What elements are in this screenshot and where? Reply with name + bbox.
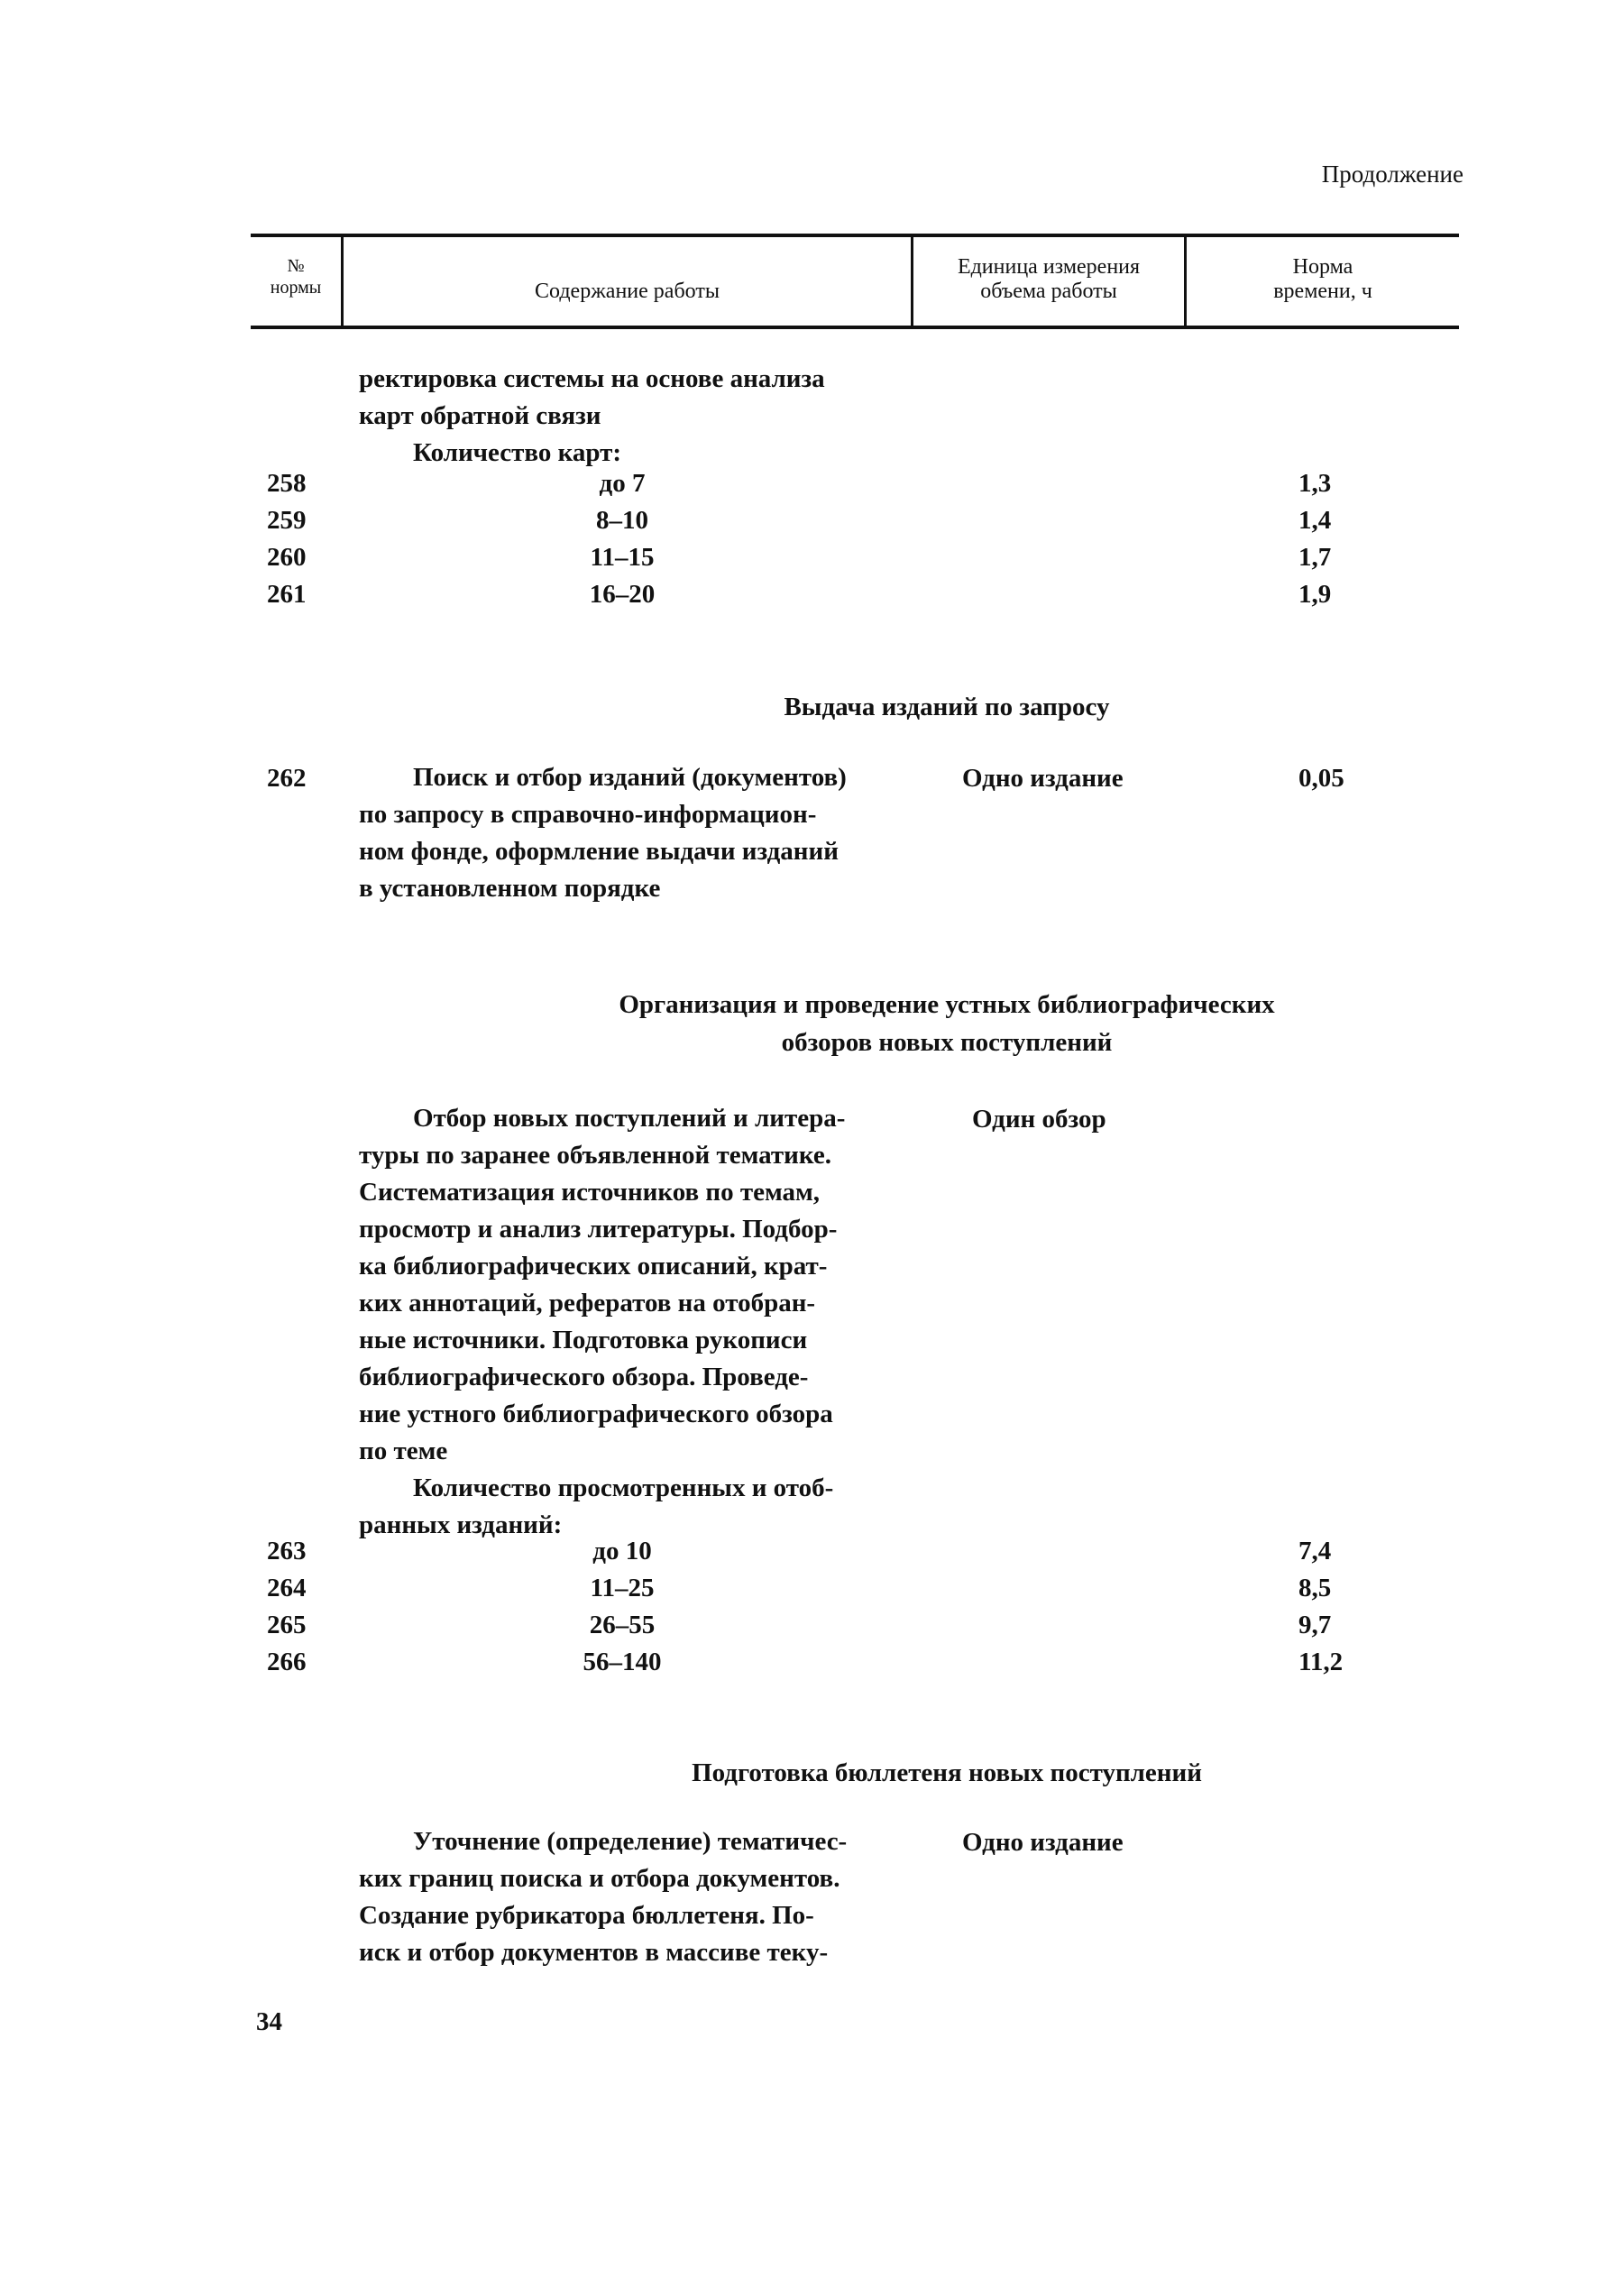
section4-text-line: Уточнение (определение) тематичес- xyxy=(413,1827,848,1856)
row-number: 258 xyxy=(267,469,307,498)
row-range: 11–25 xyxy=(590,1574,655,1602)
section2-text-line: по запросу в справочно-информацион- xyxy=(359,800,817,829)
section3-text-line: ные источники. Подготовка рукописи xyxy=(359,1326,808,1354)
row-number: 266 xyxy=(267,1648,307,1676)
section-title-line: обзоров новых поступлений xyxy=(781,1028,1113,1057)
header-bottom-rule xyxy=(251,326,1459,329)
unit-cell: Одно издание xyxy=(962,1828,1124,1857)
section3-count-label: Количество просмотренных и отоб- xyxy=(413,1474,834,1502)
row-number: 260 xyxy=(267,543,307,572)
column-header-unit-line1: Единица измерения xyxy=(957,255,1141,279)
section-title: Выдача изданий по запросу xyxy=(784,693,1110,721)
row-range: до 7 xyxy=(599,469,646,498)
section3-text-line: Систематизация источников по темам, xyxy=(359,1178,821,1207)
block1-text-line: карт обратной связи xyxy=(359,401,601,430)
continuation-label: Продолжение xyxy=(1321,161,1463,188)
column-header-number xyxy=(251,255,341,298)
section-title-line: Организация и проведение устных библиографических xyxy=(619,990,1275,1019)
section3-text-line: просмотр и анализ литературы. Подбор- xyxy=(359,1215,838,1244)
section-title: Подготовка бюллетеня новых поступлений xyxy=(692,1758,1202,1787)
section3-text-line: по теме xyxy=(359,1437,448,1465)
section2-text-line: в установленном порядке xyxy=(359,874,661,903)
row-value: 11,2 xyxy=(1298,1648,1344,1676)
section4-text xyxy=(359,1823,918,1971)
section3-count-label: ранных изданий: xyxy=(359,1510,563,1539)
header-top-rule xyxy=(251,234,1459,237)
section3-text-line: библиографического обзора. Проведе- xyxy=(359,1363,809,1391)
column-header-unit-line2: объема работы xyxy=(980,280,1117,303)
row-number: 263 xyxy=(267,1537,307,1565)
section3-text-line: Отбор новых поступлений и литера- xyxy=(413,1104,846,1133)
row-value: 9,7 xyxy=(1298,1611,1332,1639)
row-value: 8,5 xyxy=(1298,1574,1332,1602)
row-range: 56–140 xyxy=(583,1648,662,1676)
row-range: 26–55 xyxy=(589,1611,656,1639)
row-value: 1,7 xyxy=(1298,543,1332,572)
column-header-norm xyxy=(1187,255,1459,304)
section4-text-line: Создание рубрикатора бюллетеня. По- xyxy=(359,1901,814,1930)
row-value: 1,9 xyxy=(1298,580,1332,609)
row-range: 16–20 xyxy=(589,580,656,609)
row-value: 1,4 xyxy=(1298,506,1332,535)
column-header-norm-line1: Норма xyxy=(1292,255,1353,279)
unit-cell: Одно издание xyxy=(962,764,1124,793)
section3-text-line: ние устного библиографического обзора xyxy=(359,1400,833,1428)
section4-text-line: ких границ поиска и отбора документов. xyxy=(359,1864,840,1893)
block1-count-label: Количество карт: xyxy=(413,438,622,467)
row-range: 11–15 xyxy=(590,543,655,572)
row-value: 7,4 xyxy=(1298,1537,1332,1565)
section-title xyxy=(361,986,1533,1061)
column-header-norm-line2: времени, ч xyxy=(1273,280,1372,303)
column-header-number-line2: нормы xyxy=(270,278,322,298)
section3-text-line: ких аннотаций, рефератов на отобран- xyxy=(359,1289,816,1317)
unit-cell: Один обзор xyxy=(972,1105,1106,1134)
row-number: 259 xyxy=(267,506,307,535)
section3-text-line: ка библиографических описаний, крат- xyxy=(359,1252,828,1281)
section2-text-line: ном фонде, оформление выдачи изданий xyxy=(359,837,839,866)
section4-text-line: иск и отбор документов в массиве теку- xyxy=(359,1938,829,1967)
row-number: 262 xyxy=(267,764,307,793)
column-header-number-line1: № xyxy=(287,256,305,276)
block1-text-line: ректировка системы на основе анализа xyxy=(359,364,825,393)
block1-text xyxy=(359,361,918,472)
row-range: до 10 xyxy=(592,1537,652,1565)
row-value: 1,3 xyxy=(1298,469,1332,498)
section3-text-line: туры по заранее объявленной тематике. xyxy=(359,1141,831,1170)
row-value: 0,05 xyxy=(1298,764,1344,793)
row-number: 264 xyxy=(267,1574,307,1602)
column-header-content: Содержание работы xyxy=(535,280,720,303)
row-number: 265 xyxy=(267,1611,307,1639)
section2-text xyxy=(359,759,918,907)
page-number: 34 xyxy=(256,2007,282,2036)
section3-text xyxy=(359,1100,918,1544)
row-number: 261 xyxy=(267,580,307,609)
row-range: 8–10 xyxy=(596,506,648,535)
column-header-unit xyxy=(913,255,1184,304)
section2-text-line: Поиск и отбор изданий (документов) xyxy=(413,763,847,792)
